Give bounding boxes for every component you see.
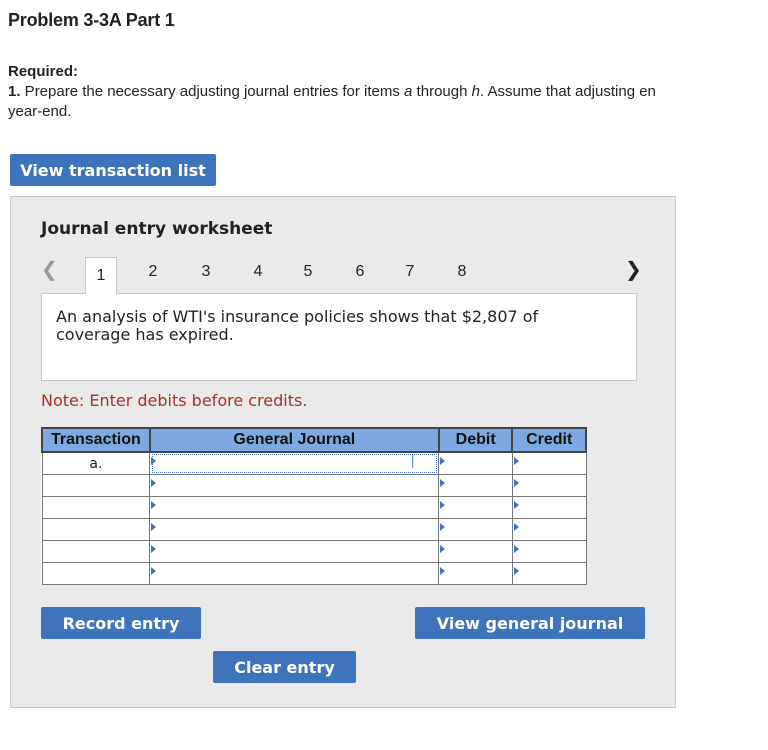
transaction-cell xyxy=(42,563,150,585)
transaction-cell: a. xyxy=(42,452,150,475)
table-row xyxy=(42,475,586,497)
transaction-cell xyxy=(42,475,150,497)
instruction-number: 1. xyxy=(8,83,21,100)
instruction-text-2: through xyxy=(412,83,472,100)
table-row xyxy=(42,541,586,563)
tab-2[interactable]: 2 xyxy=(148,263,158,280)
credit-input[interactable] xyxy=(512,452,586,475)
chevron-right-icon[interactable]: ❯ xyxy=(625,257,642,281)
tab-3[interactable]: 3 xyxy=(201,263,211,280)
tab-1[interactable]: 1 xyxy=(85,257,117,294)
debit-column-header: Debit xyxy=(439,428,513,452)
debit-input[interactable] xyxy=(439,475,513,497)
transaction-column-header: Transaction xyxy=(42,428,150,452)
view-general-journal-button[interactable]: View general journal xyxy=(415,607,645,639)
table-row xyxy=(42,563,586,585)
transaction-description-box xyxy=(41,293,637,381)
table-row xyxy=(42,519,586,541)
credit-input[interactable] xyxy=(512,497,586,519)
debit-credit-note: Note: Enter debits before credits. xyxy=(41,391,308,410)
view-transaction-list-button[interactable]: View transaction list xyxy=(10,154,216,186)
tab-8[interactable]: 8 xyxy=(457,263,467,280)
worksheet-title: Journal entry worksheet xyxy=(41,219,273,239)
table-row xyxy=(42,497,586,519)
credit-input[interactable] xyxy=(512,563,586,585)
chevron-left-icon[interactable]: ❮ xyxy=(41,257,58,281)
transaction-cell xyxy=(42,519,150,541)
transaction-description: An analysis of WTI's insurance policies shows that $2,807 of coverage has expired. xyxy=(56,307,539,344)
journal-entry-worksheet xyxy=(10,196,676,708)
debit-input[interactable] xyxy=(439,541,513,563)
table-row xyxy=(42,452,586,475)
tab-5[interactable]: 5 xyxy=(303,263,313,280)
general-journal-column-header: General Journal xyxy=(150,428,439,452)
account-select[interactable] xyxy=(150,452,439,475)
credit-input[interactable] xyxy=(512,475,586,497)
clear-entry-button[interactable]: Clear entry xyxy=(213,651,356,683)
required-label: Required: xyxy=(8,63,79,80)
tab-7[interactable]: 7 xyxy=(405,263,415,280)
transaction-cell xyxy=(42,497,150,519)
debit-input[interactable] xyxy=(439,563,513,585)
account-select[interactable] xyxy=(150,563,439,585)
instruction-text-line2: year-end. xyxy=(8,103,72,120)
instruction-item-h: h xyxy=(471,83,480,100)
instruction-text-3: . Assume that adjusting en xyxy=(479,83,656,100)
credit-input[interactable] xyxy=(512,541,586,563)
tab-4[interactable]: 4 xyxy=(253,263,263,280)
page-title: Problem 3-3A Part 1 xyxy=(8,10,175,30)
debit-input[interactable] xyxy=(439,497,513,519)
account-select[interactable] xyxy=(150,519,439,541)
journal-table xyxy=(41,427,587,585)
transaction-cell xyxy=(42,541,150,563)
instruction-text-1: Prepare the necessary adjusting journal entries for items xyxy=(20,83,405,100)
account-select[interactable] xyxy=(150,541,439,563)
debit-input[interactable] xyxy=(439,452,513,475)
instruction-item-a: a xyxy=(404,83,413,100)
account-select[interactable] xyxy=(150,497,439,519)
credit-input[interactable] xyxy=(512,519,586,541)
record-entry-button[interactable]: Record entry xyxy=(41,607,201,639)
tab-6[interactable]: 6 xyxy=(355,263,365,280)
credit-column-header: Credit xyxy=(512,428,586,452)
debit-input[interactable] xyxy=(439,519,513,541)
account-select[interactable] xyxy=(150,475,439,497)
instructions xyxy=(8,82,768,122)
